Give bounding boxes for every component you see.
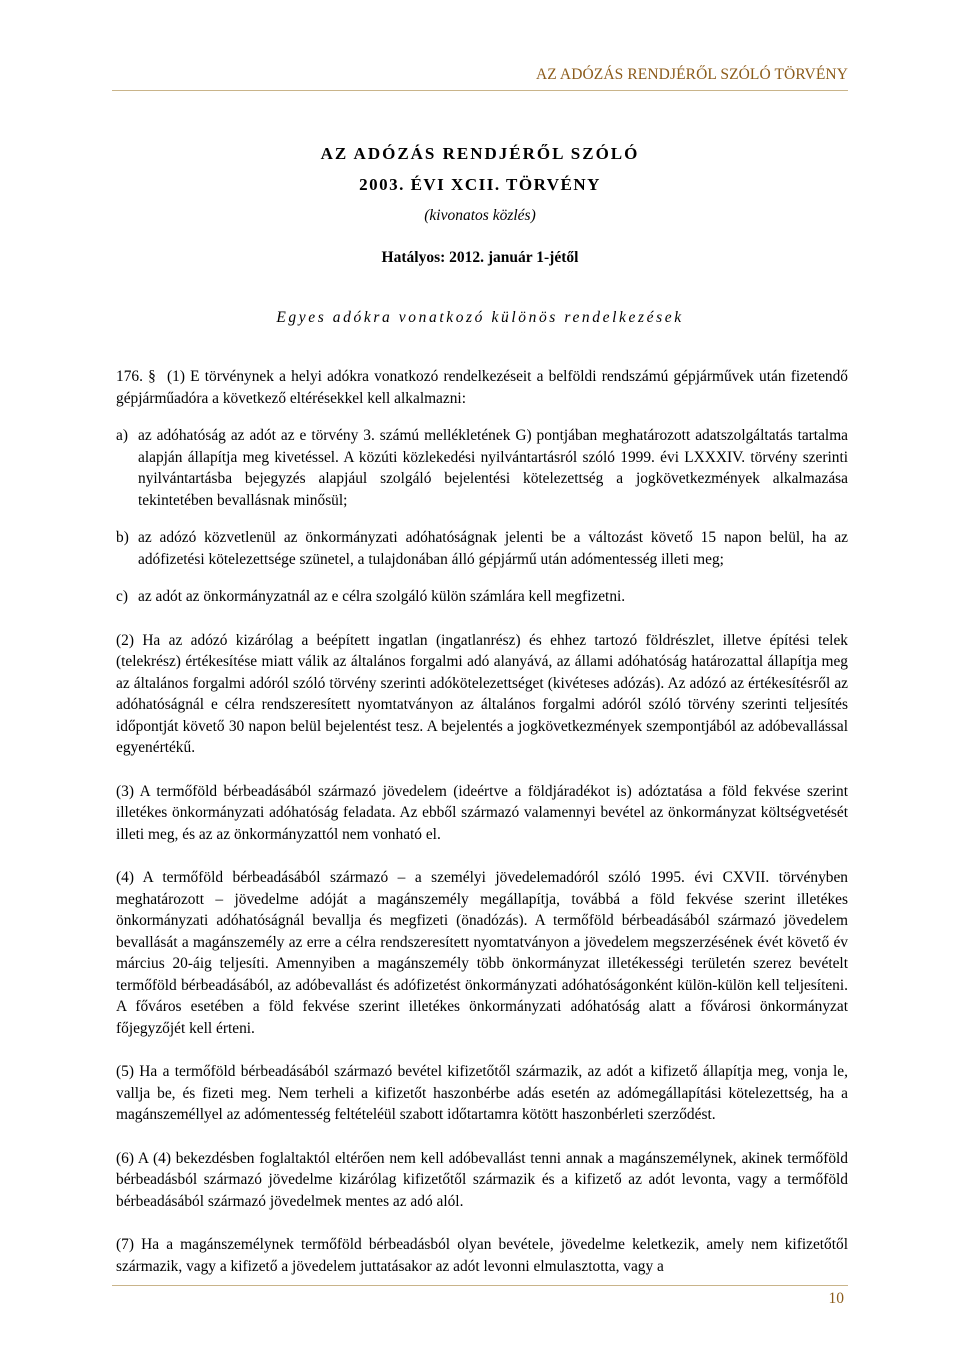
section-body [116, 366, 848, 1277]
list-item-c [116, 586, 848, 608]
title-subtitle: (kivonatos közlés) [424, 207, 536, 224]
footer-rule [112, 1285, 848, 1286]
list-text-a: az adóhatóság az adót az e törvény 3. számú mellékletének G) pontjában meghatározott adatszolgáltatás tartalma alapján állapítja meg kivetéssel. A közúti közlekedési nyilvántartásról szóló 1999. évi LXXXIV. törvény szerinti nyilvántartásba bejegyzés alapjául szolgáló bejelentési kötelezettség a jogkövetkezmények alkalmazása tekintetében bevallásnak minősül; [138, 427, 848, 509]
paragraph-4: (4) A termőföld bérbeadásából származó – a személyi jövedelemadóról szóló 1995. évi CXVII. törvényben meghatározott – jövedelme adóját a magánszemély megállapítja, továbbá a föld fekvése szerint illetékes önkormányzati adóhatóságnál bevallja és megfizeti (önadózás). A termőföld bérbeadásából származó jövedelem bevallását a magánszemély az erre a célra rendszeresített nyomtatványon a jövedelem megszerzésének évét követő év március 20-áig teljesíti. Amennyiben a magánszemély több önkormányzat illetékességi területén szerez bevételt termőföld bérbeadásából, az adóbevallást és adófizetést önkormányzati adóhatóságonként külön-külön kell teljesíteni. A főváros esetében a föld fekvése szerint illetékes önkormányzati adóhatóság alatt a fővárosi önkormányzat főjegyzőjét kell érteni. [116, 869, 848, 1037]
paragraph-5: (5) Ha a termőföld bérbeadásából származó bevétel kifizetőtől származik, az adót a kifizető állapítja meg, vonja le, vallja be, és fizeti meg. Nem terheli a kifizetőt haszonbérbe adás esetén az adómegállapítási kötelezettség, ha a magánszeméllyel az adómentesség feltételéül szabott időtartamra kötött haszonbérleti szerződést. [116, 1063, 848, 1123]
title-line-2: 2003. ÉVI XCII. TÖRVÉNY [359, 175, 601, 194]
running-header: AZ ADÓZÁS RENDJÉRŐL SZÓLÓ TÖRVÉNY [535, 66, 848, 83]
list-label-c: c) [116, 588, 128, 605]
list-text-c: az adót az önkormányzatnál az e célra szolgáló külön számlára kell megfizetni. [138, 588, 626, 605]
page-number: 10 [828, 1290, 844, 1307]
paragraph-2: (2) Ha az adózó kizárólag a beépített ingatlan (ingatlanrész) és ehhez tartozó földrészlet, illetve építési telek (telekrész) értékesítése miatt válik az általános forgalmi adó alanyává, az állami adóhatóság határozattal állapítja meg az általános forgalmi adóról szóló törvény szerinti adókötelezettséget (kivéteses adózás). Az adózó az értékesítésről az adóhatóságnál e célra rendszeresített nyomtatványon az általános forgalmi adóról szóló törvény szerinti teljesítés időpontját követő 30 napon belül bejelentést tesz. A bejelentés a jogkövetkezmények szempontjából az adóbevallással egyenértékű. [116, 631, 848, 756]
list-label-a: a) [116, 427, 128, 444]
section-mark: § [148, 368, 156, 385]
title-line-1: AZ ADÓZÁS RENDJÉRŐL SZÓLÓ [320, 144, 640, 163]
chapter-heading: Egyes adókra vonatkozó különös rendelkezések [276, 309, 684, 326]
list-item-b [116, 527, 848, 570]
paragraph-6: (6) A (4) bekezdésben foglaltaktól eltérően nem kell adóbevallást tenni annak a magánszemélynek, akinek termőföld bérbeadásból származó jövedelme kizárólag kifizetőtől származik és a kifizető az adót levonta, vagy a termőföld bérbeadásából származó jövedelmek mentes az adó alól. [116, 1149, 848, 1210]
list-label-b: b) [116, 529, 129, 546]
paragraph-1 [116, 366, 848, 409]
paragraph-3: (3) A termőföld bérbeadásából származó jövedelem (ideértve a földjáradékot is) adóztatása a föld fekvése szerint illetékes önkormányzati adóhatóság feladata. Az ebből származó valamennyi bevétel az önkormányzat költségvetését illeti meg, és az az önkormányzattól nem vonható el. [116, 782, 848, 843]
paragraph-7: (7) Ha a magánszemélynek termőföld bérbeadásból olyan bevétele, jövedelme keletkezik, amely nem kifizetőtől származik, vagy a kifizető a jövedelem juttatásakor az adót levonni elmulasztotta, vagy a [116, 1236, 848, 1275]
list-item-a [116, 425, 848, 511]
list-text-b: az adózó közvetlenül az önkormányzati adóhatóságnak jelenti be a változást követő 15 napon belül, ha az adófizetési kötelezettsége szünetel, a tulajdonában álló gépjármű után adómentesség illeti meg; [138, 529, 848, 568]
effective-date: Hatályos: 2012. január 1-jétől [381, 249, 579, 266]
header-rule [112, 90, 848, 91]
section-number: 176. [116, 368, 143, 385]
paragraph-1-text: (1) E törvénynek a helyi adókra vonatkozó rendelkezéseit a belföldi rendszámú gépjárművek után fizetendő gépjárműadóra a következő eltérésekkel kell alkalmazni: [116, 368, 848, 407]
title-block [0, 140, 960, 332]
